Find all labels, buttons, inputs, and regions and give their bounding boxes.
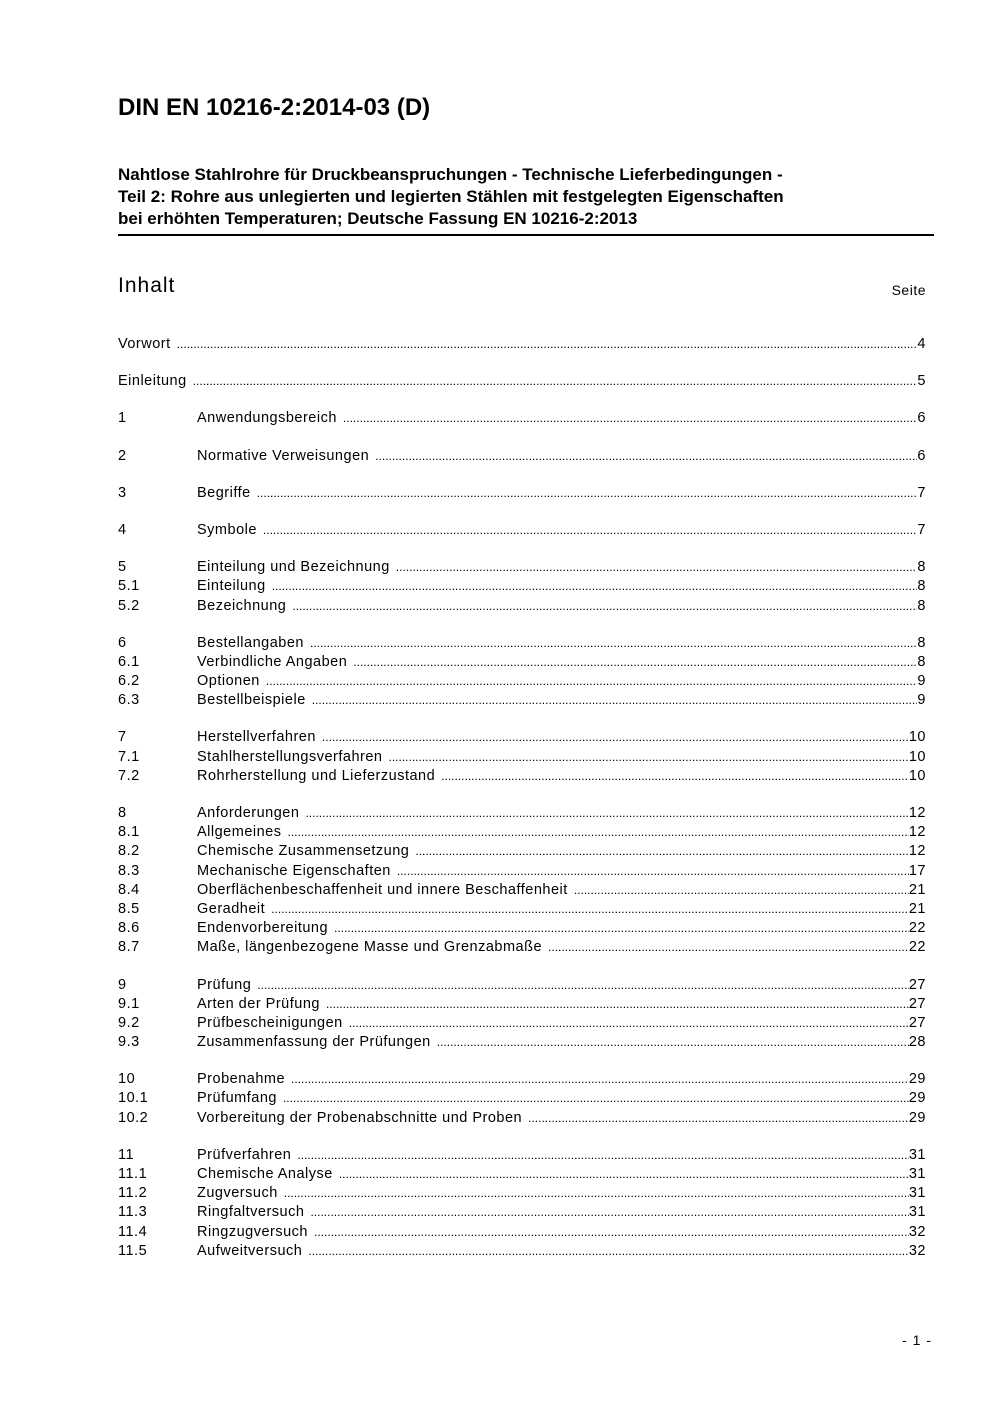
toc-entry-number: 5.2 bbox=[118, 597, 140, 614]
toc-entry[interactable] bbox=[118, 578, 926, 597]
toc-heading: Inhalt bbox=[118, 274, 176, 297]
toc-entry[interactable] bbox=[118, 373, 926, 392]
toc-entry-label: Endenvorbereitung bbox=[197, 920, 329, 937]
toc-entry-number: 11.5 bbox=[118, 1242, 148, 1259]
toc-dot-leader bbox=[291, 1072, 909, 1086]
toc-entry[interactable] bbox=[118, 843, 926, 862]
toc-entry-number: 8 bbox=[118, 805, 127, 821]
toc-entry-label: Symbole bbox=[197, 521, 257, 538]
toc-dot-leader bbox=[375, 449, 917, 463]
toc-entry-label: Allgemeines bbox=[197, 824, 282, 841]
toc-entry-label: Ringzugversuch bbox=[197, 1223, 308, 1240]
toc-entry-label: Mechanische Eigenschaften bbox=[197, 862, 391, 879]
toc-entry[interactable] bbox=[118, 901, 926, 920]
toc-dot-leader bbox=[389, 750, 909, 764]
toc-entry-number: 10.1 bbox=[118, 1090, 149, 1107]
toc-entry-page: 31 bbox=[908, 1146, 926, 1163]
toc-dot-leader bbox=[396, 560, 918, 574]
toc-group bbox=[118, 729, 926, 787]
toc-entry-number: 8.2 bbox=[118, 843, 140, 860]
toc-dot-leader bbox=[339, 1167, 909, 1181]
toc-entry[interactable] bbox=[118, 485, 926, 504]
toc-entry-number: 10 bbox=[118, 1071, 136, 1088]
toc-entry[interactable] bbox=[118, 1090, 926, 1109]
toc-entry[interactable] bbox=[118, 1110, 926, 1129]
toc-entry-page: 17 bbox=[908, 862, 926, 879]
toc-page-column-label: Seite bbox=[891, 282, 926, 298]
toc-dot-leader bbox=[271, 902, 909, 916]
toc-dot-leader bbox=[284, 1186, 909, 1200]
toc-entry-label: Stahlherstellungsverfahren bbox=[197, 748, 383, 765]
toc-entry-page: 9 bbox=[917, 673, 926, 690]
toc-group bbox=[118, 805, 926, 959]
toc-entry-number: 8.3 bbox=[118, 862, 140, 879]
subtitle-line: Teil 2: Rohre aus unlegierten und legierten Stählen mit festgelegten Eigenschaften bbox=[118, 187, 784, 206]
toc-dot-leader bbox=[177, 337, 918, 351]
toc-dot-leader bbox=[288, 825, 909, 839]
toc-entry[interactable] bbox=[118, 863, 926, 882]
toc-entry-label: Arten der Prüfung bbox=[197, 995, 320, 1012]
toc-entry-page: 12 bbox=[908, 824, 926, 841]
toc-entry-page: 10 bbox=[908, 767, 926, 784]
toc-entry-label: Normative Verweisungen bbox=[197, 447, 370, 464]
toc-entry-label: Oberflächenbeschaffenheit und innere Beschaffenheit bbox=[197, 881, 568, 898]
toc-entry-number: 4 bbox=[118, 521, 127, 538]
toc-entry-label: Anwendungsbereich bbox=[197, 410, 337, 427]
toc-entry-number: 8.4 bbox=[118, 881, 140, 898]
toc-entry[interactable] bbox=[118, 410, 926, 429]
toc-dot-leader bbox=[326, 997, 909, 1011]
toc-entry-label: Vorbereitung der Probenabschnitte und Proben bbox=[197, 1109, 523, 1126]
toc-dot-leader bbox=[437, 1035, 909, 1049]
toc-dot-leader bbox=[310, 636, 917, 650]
toc-group bbox=[118, 336, 926, 355]
toc-dot-leader bbox=[334, 921, 909, 935]
toc-dot-leader bbox=[283, 1091, 909, 1105]
toc-entry[interactable] bbox=[118, 824, 926, 843]
toc-entry-label: Prüfverfahren bbox=[197, 1146, 292, 1163]
toc-entry-label: Zusammenfassung der Prüfungen bbox=[197, 1034, 431, 1051]
toc-entry-page: 12 bbox=[908, 843, 926, 860]
toc-entry-number: 6.2 bbox=[118, 673, 140, 690]
subtitle-line: Nahtlose Stahlrohre für Druckbeanspruchungen - Technische Lieferbedingungen - bbox=[118, 165, 783, 184]
toc-entry-label: Prüfumfang bbox=[197, 1090, 277, 1107]
toc-entry-page: 5 bbox=[917, 373, 926, 390]
toc-entry-label: Rohrherstellung und Lieferzustand bbox=[197, 767, 436, 784]
toc-entry-page: 29 bbox=[908, 1090, 926, 1107]
toc-group bbox=[118, 373, 926, 392]
toc-entry-label: Prüfbescheinigungen bbox=[197, 1014, 343, 1031]
toc-entry-page: 27 bbox=[908, 995, 926, 1012]
toc-entry[interactable] bbox=[118, 448, 926, 467]
toc-group bbox=[118, 559, 926, 617]
toc-entry[interactable] bbox=[118, 749, 926, 768]
toc-entry-number: 3 bbox=[118, 484, 127, 501]
toc-entry-number: 2 bbox=[118, 447, 127, 464]
toc-dot-leader bbox=[574, 883, 909, 897]
toc-entry-label: Chemische Analyse bbox=[197, 1166, 333, 1182]
toc-entry-page: 32 bbox=[908, 1242, 926, 1259]
toc-entry-label: Einleitung bbox=[118, 373, 187, 390]
toc-entry-page: 10 bbox=[908, 729, 926, 746]
toc-entry-label: Verbindliche Angaben bbox=[197, 653, 348, 670]
toc-entry[interactable] bbox=[118, 336, 926, 355]
toc-entry-number: 8.5 bbox=[118, 900, 140, 917]
toc-entry-number: 7.1 bbox=[118, 748, 140, 765]
toc-entry-page: 21 bbox=[908, 881, 926, 898]
toc-entry-page: 22 bbox=[908, 939, 926, 956]
toc-entry-label: Bezeichnung bbox=[197, 597, 287, 614]
toc-entry[interactable] bbox=[118, 996, 926, 1015]
toc-entry-number: 9.2 bbox=[118, 1014, 140, 1031]
toc-entry-label: Herstellverfahren bbox=[197, 729, 316, 746]
toc-entry-number: 10.2 bbox=[118, 1109, 149, 1126]
toc-entry-number: 7 bbox=[118, 729, 127, 746]
toc-dot-leader bbox=[263, 523, 918, 537]
toc-dot-leader bbox=[257, 978, 909, 992]
toc-dot-leader bbox=[297, 1148, 909, 1162]
toc-entry-number: 5 bbox=[118, 559, 127, 576]
toc-dot-leader bbox=[308, 1244, 909, 1258]
toc-dot-leader bbox=[305, 806, 908, 820]
toc-entry-label: Begriffe bbox=[197, 484, 251, 501]
toc-entry-page: 28 bbox=[908, 1034, 926, 1051]
toc-entry-label: Geradheit bbox=[197, 900, 266, 917]
toc-entry-page: 27 bbox=[908, 976, 926, 993]
toc-entry-number: 7.2 bbox=[118, 767, 140, 784]
toc-entry-page: 6 bbox=[917, 410, 926, 427]
toc-group bbox=[118, 522, 926, 541]
toc-entry-number: 11.4 bbox=[118, 1223, 148, 1240]
toc-entry-label: Bestellangaben bbox=[197, 634, 304, 651]
toc-entry[interactable] bbox=[118, 920, 926, 939]
toc-entry-number: 8.1 bbox=[118, 824, 140, 841]
toc-dot-leader bbox=[322, 730, 909, 744]
toc-entry-page: 31 bbox=[908, 1185, 926, 1202]
toc-entry-page: 31 bbox=[908, 1166, 926, 1182]
toc-entry[interactable] bbox=[118, 1166, 926, 1185]
toc-entry-label: Aufweitversuch bbox=[197, 1242, 303, 1259]
toc-entry-label: Optionen bbox=[197, 673, 260, 690]
toc-entry-page: 10 bbox=[908, 748, 926, 765]
toc-entry-page: 27 bbox=[908, 1014, 926, 1031]
toc-dot-leader bbox=[415, 844, 908, 858]
toc-entry-number: 6 bbox=[118, 634, 127, 651]
toc-group bbox=[118, 1147, 926, 1262]
toc-entry[interactable] bbox=[118, 1034, 926, 1053]
title-divider bbox=[118, 234, 934, 236]
toc-dot-leader bbox=[353, 655, 917, 669]
toc-dot-leader bbox=[397, 864, 909, 878]
toc-entry-page: 22 bbox=[908, 920, 926, 937]
toc-entry-label: Einteilung bbox=[197, 578, 266, 595]
toc-entry[interactable] bbox=[118, 1204, 926, 1223]
toc-dot-leader bbox=[257, 486, 918, 500]
toc-entry[interactable] bbox=[118, 977, 926, 996]
page-number: - 1 - bbox=[902, 1332, 932, 1348]
toc-entry-label: Ringfaltversuch bbox=[197, 1204, 305, 1221]
toc-entry[interactable] bbox=[118, 598, 926, 617]
toc-group bbox=[118, 410, 926, 429]
toc-entry[interactable] bbox=[118, 729, 926, 748]
toc-entry[interactable] bbox=[118, 1185, 926, 1204]
toc-entry-number: 11.1 bbox=[118, 1166, 148, 1182]
toc-entry-page: 32 bbox=[908, 1223, 926, 1240]
toc-entry[interactable] bbox=[118, 673, 926, 692]
toc-entry-page: 6 bbox=[917, 447, 926, 464]
table-of-contents bbox=[118, 336, 926, 1280]
toc-group bbox=[118, 485, 926, 504]
toc-entry-number: 9.1 bbox=[118, 995, 140, 1012]
toc-entry-page: 8 bbox=[917, 653, 926, 670]
toc-entry[interactable] bbox=[118, 522, 926, 541]
toc-entry-label: Vorwort bbox=[118, 336, 171, 352]
toc-entry-page: 7 bbox=[917, 484, 926, 501]
toc-entry-label: Maße, längenbezogene Masse und Grenzabmaße bbox=[197, 939, 543, 956]
document-subtitle bbox=[118, 164, 934, 230]
toc-entry[interactable] bbox=[118, 939, 926, 958]
toc-entry-page: 12 bbox=[908, 805, 926, 821]
toc-entry-number: 11.2 bbox=[118, 1185, 148, 1202]
toc-entry-number: 6.1 bbox=[118, 653, 140, 670]
toc-dot-leader bbox=[312, 693, 918, 707]
toc-entry-number: 11 bbox=[118, 1146, 135, 1163]
toc-entry-page: 8 bbox=[917, 578, 926, 595]
document-title: DIN EN 10216-2:2014-03 (D) bbox=[118, 94, 431, 121]
toc-group bbox=[118, 1071, 926, 1129]
toc-group bbox=[118, 977, 926, 1054]
toc-entry-page: 8 bbox=[917, 597, 926, 614]
toc-entry-number: 8.7 bbox=[118, 939, 140, 956]
toc-entry-page: 31 bbox=[908, 1204, 926, 1221]
toc-entry-number: 1 bbox=[118, 410, 127, 427]
toc-entry[interactable] bbox=[118, 805, 926, 824]
toc-dot-leader bbox=[272, 579, 918, 593]
toc-entry-page: 21 bbox=[908, 900, 926, 917]
toc-dot-leader bbox=[292, 599, 917, 613]
toc-entry[interactable] bbox=[118, 692, 926, 711]
toc-entry[interactable] bbox=[118, 1224, 926, 1243]
toc-entry[interactable] bbox=[118, 882, 926, 901]
toc-entry-page: 29 bbox=[908, 1071, 926, 1088]
toc-dot-leader bbox=[441, 769, 909, 783]
toc-entry[interactable] bbox=[118, 654, 926, 673]
toc-dot-leader bbox=[528, 1111, 909, 1125]
toc-entry-label: Zugversuch bbox=[197, 1185, 278, 1202]
toc-dot-leader bbox=[266, 674, 918, 688]
toc-group bbox=[118, 448, 926, 467]
toc-entry-label: Anforderungen bbox=[197, 805, 300, 821]
toc-entry[interactable] bbox=[118, 1071, 926, 1090]
subtitle-line: bei erhöhten Temperaturen; Deutsche Fassung EN 10216-2:2013 bbox=[118, 209, 638, 228]
toc-entry-page: 8 bbox=[917, 559, 926, 576]
toc-dot-leader bbox=[548, 940, 909, 954]
toc-entry-page: 4 bbox=[917, 336, 926, 352]
toc-entry[interactable] bbox=[118, 1147, 926, 1166]
toc-entry-number: 6.3 bbox=[118, 692, 140, 709]
toc-dot-leader bbox=[349, 1016, 909, 1030]
toc-entry[interactable] bbox=[118, 559, 926, 578]
toc-dot-leader bbox=[310, 1205, 908, 1219]
toc-entry[interactable] bbox=[118, 635, 926, 654]
toc-entry-number: 8.6 bbox=[118, 920, 140, 937]
toc-entry[interactable] bbox=[118, 1015, 926, 1034]
toc-entry-page: 9 bbox=[917, 692, 926, 709]
toc-entry-number: 9.3 bbox=[118, 1034, 140, 1051]
toc-entry-label: Einteilung und Bezeichnung bbox=[197, 559, 390, 576]
toc-entry-number: 5.1 bbox=[118, 578, 140, 595]
toc-dot-leader bbox=[343, 411, 918, 425]
toc-entry-number: 9 bbox=[118, 976, 127, 993]
toc-group bbox=[118, 635, 926, 712]
toc-entry-page: 7 bbox=[917, 521, 926, 538]
toc-entry-page: 29 bbox=[908, 1109, 926, 1126]
toc-entry-label: Bestellbeispiele bbox=[197, 692, 306, 709]
toc-entry-label: Probenahme bbox=[197, 1071, 286, 1088]
toc-entry-label: Prüfung bbox=[197, 976, 252, 993]
toc-entry-label: Chemische Zusammensetzung bbox=[197, 843, 410, 860]
toc-entry-page: 8 bbox=[917, 634, 926, 651]
toc-dot-leader bbox=[193, 374, 918, 388]
toc-entry-number: 11.3 bbox=[118, 1204, 148, 1221]
toc-entry[interactable] bbox=[118, 768, 926, 787]
toc-dot-leader bbox=[314, 1225, 909, 1239]
toc-entry[interactable] bbox=[118, 1243, 926, 1262]
